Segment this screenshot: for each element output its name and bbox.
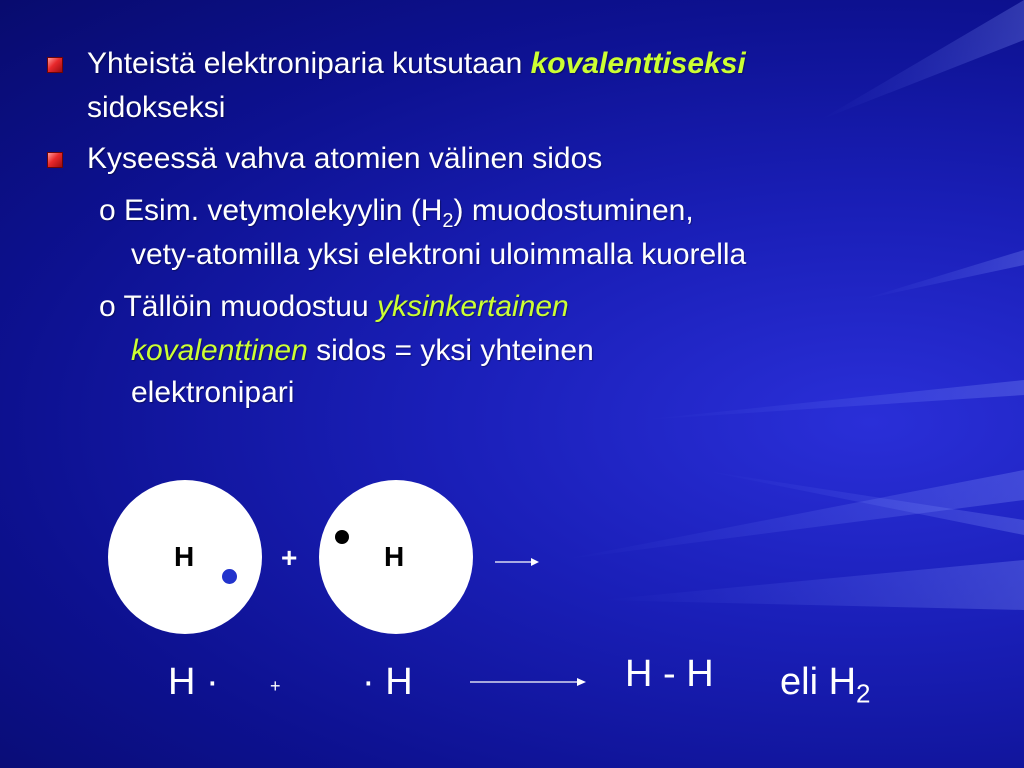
bullet-1-text: Yhteistä elektroniparia kutsutaan — [87, 47, 531, 80]
bullet-1-highlight: kovalenttiseksi — [530, 47, 746, 80]
sub-bullet-2-rest: sidos = yksi yhteinen — [307, 334, 594, 367]
bullet-marker — [47, 152, 63, 168]
equation-product: H - H — [625, 653, 714, 695]
sub-bullet-2-line-2 — [131, 332, 594, 370]
subscript-2: 2 — [442, 210, 454, 232]
electron-1-dot — [222, 569, 237, 584]
atom-2-label: H — [384, 541, 405, 572]
arrow-right-icon — [495, 556, 539, 568]
equation-left: H · — [168, 661, 219, 703]
sub-bullet-1-line-1 — [99, 192, 694, 240]
sub-bullet-marker: o — [99, 290, 116, 323]
bullet-1-line-2: sidokseksi — [87, 91, 226, 124]
sub-bullet-2-highlight-1: yksinkertainen — [376, 290, 569, 323]
electron-2-dot — [335, 530, 349, 544]
sub-bullet-2-text: Tällöin muodostuu — [123, 290, 377, 323]
bullet-marker — [47, 57, 63, 73]
sub-bullet-2-highlight-2: kovalenttinen — [131, 334, 308, 367]
eli-text: eli H — [780, 661, 857, 703]
sub-bullet-2-line-1 — [99, 288, 569, 326]
sub-bullet-2-line-3: elektronipari — [131, 376, 295, 409]
sub-bullet-marker: o — [99, 194, 116, 227]
arrow-right-icon — [470, 676, 586, 688]
sub-bullet-1-text-a: Esim. vetymolekyylin (H — [124, 194, 443, 227]
atom-1-label: H — [174, 541, 195, 572]
sub-bullet-1-text-b: ) muodostuminen, — [453, 194, 694, 227]
equation-eli — [780, 661, 871, 710]
bullet-1-line-1 — [87, 44, 746, 84]
equation-plus: + — [270, 676, 281, 696]
equation-right: · H — [362, 661, 413, 703]
eli-subscript: 2 — [856, 678, 871, 709]
diagram-plus: + — [281, 542, 298, 573]
bullet-2-text: Kyseessä vahva atomien välinen sidos — [87, 142, 603, 175]
sub-bullet-1-line-2: vety-atomilla yksi elektroni uloimmalla kuorella — [131, 238, 747, 271]
